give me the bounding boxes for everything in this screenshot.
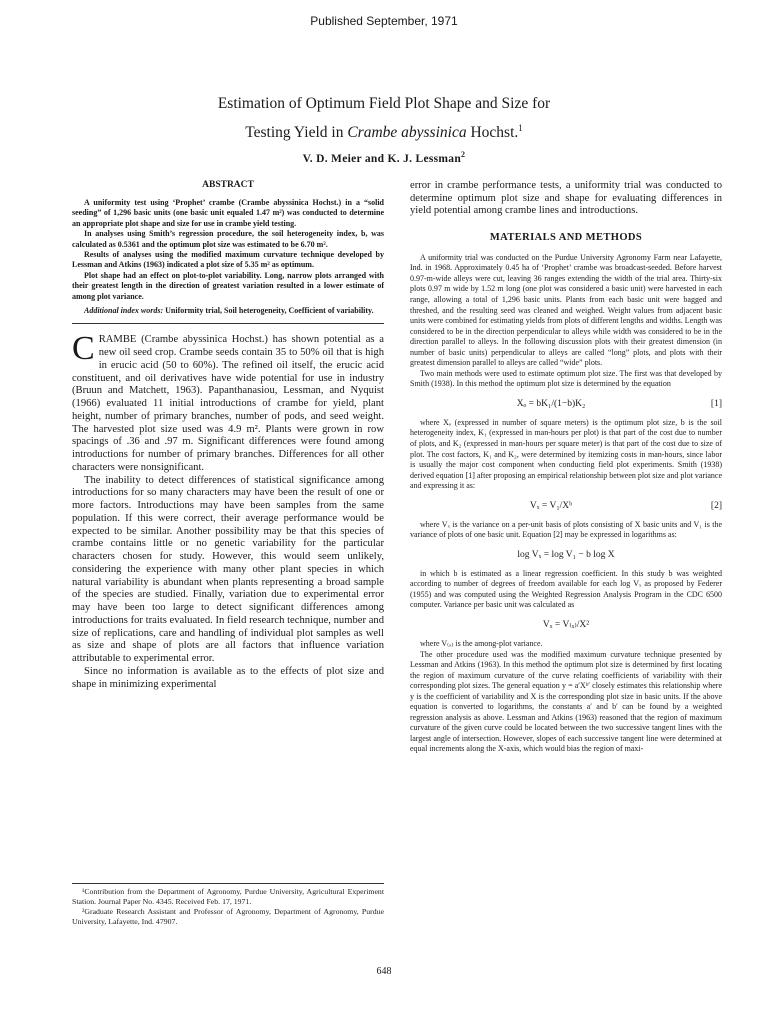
body-paragraph: A uniformity trial was conducted on the Purdue University Agronomy Farm near Lafayette, Ind. in 1968. Approximately 0.45 ha of ‘Prophet’ crambe was broadcast-seeded. Before harvest 0.97-m-wide alleys were cut, leaving 36 ranges extending the width of the trial area. Thirty-six plots 0.97 m wide by 1.52 m long (one plot was considered a basic unit) were harvested in each range, allowing a total of 1,296 basic units. Plants from each basic unit were bagged and threshed, and the resulting seed was cleaned and weighed. Weight values from adjacent basic units were combined for estimating yields from plots of different lengths and widths. Length was considered to be in the direction perpendicular to alleys while width was considered to be in the direction parallel to alleys. In the following discussion plots with their greatest dimension (in number of basic units) perpendicular to alleys are called “long” plots, and plots with their greatest dimension parallel to alleys are called “wide” plots. <box>410 252 722 368</box>
equation-number: [1] <box>710 398 722 409</box>
equation-expression: Xₒ = bK₁/(1−b)K₂ <box>516 398 586 409</box>
authors <box>100 150 668 165</box>
body-paragraph: Since no information is available as to the effects of plot size and shape in minimizing experimental <box>72 665 384 690</box>
introduction <box>72 330 384 691</box>
body-paragraph: where V₍ₓ₎ is the among-plot variance. <box>420 639 543 648</box>
index-words <box>72 306 384 316</box>
body-paragraph: where Xₒ (expressed in number of square meters) is the optimum plot size, b is the soil heterogeneity index, K₁ (expressed in man-hours per plot) is that part of the cost due to number of plots, and K₂ (expressed in man-hours per square meter) is that part of the cost due to size of plot. The cost factors, K₁ and K₂, were determined by itemizing costs in man-hours, since labor is usually the major cost component when conducting field plot experiments. Smith (1938) derived equation [1] after proposing an empirical relationship between plot size and plot variance and expressing it as: <box>410 417 722 491</box>
publication-date: Published September, 1971 <box>310 14 458 28</box>
article-title <box>100 92 668 145</box>
body-paragraph: The inability to detect differences of statistical significance among introductions for so many characters may have been the result of one or more factors. Introductions may have been samples from the same population. If this were correct, their average performance would be expected to be similar. Another possibility may be that this species of crambe contains little or no genetic variability for the particular characters chosen for study. However, this would seem unlikely, considering the experience with many other plant species in which natural variability is abundant when plants representing a broad sample of the species are studied. Finally, variation due to experimental error may have been too large to detect significant differences among introductions for traits evaluated. In field research technique, number and size of replications, care and handling of individual plot samples as well as size and shape of plots are all factors that influence variation attributable to experimental error. <box>72 474 384 665</box>
abstract-paragraph: Results of analyses using the modified maximum curvature technique developed by Lessman and Atkins (1963) indicated a plot size of 5.35 m² as optimum. <box>72 250 384 270</box>
author-names: V. D. Meier and K. J. Lessman <box>302 152 462 165</box>
footnote-1: ¹Contribution from the Department of Agronomy, Purdue University, Agricultural Experiment Station. Journal Paper No. 4345. Received Feb. 17, 1971. <box>72 887 384 906</box>
abstract-paragraph: In analyses using Smith’s regression procedure, the soil heterogeneity index, b, was calculated as 0.5361 and the optimum plot size was estimated to be 6.70 m². <box>72 229 384 249</box>
drop-cap: C <box>72 330 95 368</box>
index-words-label: Additional index words: <box>84 306 164 316</box>
body-paragraph <box>72 330 384 474</box>
abstract-paragraph: A uniformity test using ‘Prophet’ crambe (Crambe abyssinica Hochst.) in a “solid seeding” of 1,296 basic units (one basic unit equaled 1.47 m²) was conducted to determine an appropriate plot shape and size for use in crambe yield testing. <box>72 198 384 228</box>
body-paragraph: in which b is estimated as a linear regression coefficient. In this study b was weighted according to number of degrees of freedom available for each log Vₓ as proposed by Federer (1955) and was computed using the Weighted Regression Analysis Program in the CDC 6500 computer. Variance per basic unit was calculated as <box>410 568 722 610</box>
abstract-divider <box>72 323 384 324</box>
title-line-2-text: Testing Yield in <box>245 124 348 142</box>
equation-expression: Vₓ = V₍ₓ₎/X² <box>542 620 590 630</box>
left-column <box>72 180 384 691</box>
abstract-heading: ABSTRACT <box>202 180 254 190</box>
footnote-ref-2: 2 <box>461 150 466 159</box>
body-paragraph: error in crambe performance tests, a uniformity trial was conducted to determine optimum plot size and shape for evaluating differences in yield potential among crambe lines and introductions. <box>410 180 722 217</box>
footnote-2: ²Graduate Research Assistant and Professor of Agronomy, Department of Agronomy, Purdue University, Lafayette, Ind. 47907. <box>72 907 384 926</box>
page-number: 648 <box>376 966 392 977</box>
equation-4 <box>410 619 722 631</box>
equation-expression: Vₓ = V₁/Xᵇ <box>529 500 573 511</box>
title-line-2 <box>100 116 668 145</box>
title-line-1: Estimation of Optimum Field Plot Shape and Size for <box>217 95 551 112</box>
body-paragraph-text: RAMBE (Crambe abyssinica Hochst.) has shown potential as a new oil seed crop. Crambe seeds contain 35 to 50% oil that is high in erucic acid (50 to 60%). The refined oil itself, the erucic acid constituent, and oil derivatives have wide potential for use in industry (Bruun and Matchett, 1963). Papanthanasiou, Lessman, and Nyquist (1966) evaluated 11 initial introductions of crambe for yield, plant height, number of primary branches, number of pods, and seed weight. The harvested plot size used was 4.9 m². Plants were grown in row spacings of .36 and .97 m. Significant differences were found among introductions for number of primary branches. Differences for all other characters were nonsignificant. <box>72 334 384 473</box>
body-paragraph: The other procedure used was the modified maximum curvature technique presented by Lessman and Atkins (1963). In this method the optimum plot size is determined by first locating the region of maximum curvature of the curve relating coefficients of variability with their corresponding plot sizes. The general equation y = a′Xᵇ′ closely estimates this relationship where y is the coefficient of variability and X is the corresponding plot size in basic units. If the above equation is converted to logarithms, the constants a′ and b′ can be found by a weighted regression analysis as above. Lessman and Atkins (1963) reasoned that the region of maximum curvature of the given curve could be located between the two successive tangent lines with the largest angle of intersection. However, slopes of each successive tangent line were determined at equal increments along the X-axis, which would bias the region of maxi- <box>410 649 722 754</box>
abstract-paragraph: Plot shape had an effect on plot-to-plot variability. Long, narrow plots arranged with their greatest length in the direction of greatest variation resulted in a lower estimate of among plot variance. <box>72 270 384 301</box>
footnotes <box>72 883 384 927</box>
body-paragraph: Two main methods were used to estimate optimum plot size. The first was that developed by Smith (1938). In this method the optimum plot size is determined by the equation <box>410 368 722 389</box>
body-paragraph: where Vₓ is the variance on a per-unit basis of plots consisting of X basic units and V₁ is the variance of plots of one basic unit. Equation [2] may be expressed in logarithms as: <box>410 519 722 540</box>
materials-and-methods <box>410 253 722 755</box>
right-column <box>410 180 722 755</box>
equation-number: [2] <box>710 500 722 511</box>
introduction-continued <box>410 180 722 218</box>
equation-1 <box>410 398 722 410</box>
equation-3 <box>410 549 722 561</box>
footnote-ref-1: 1 <box>518 123 523 133</box>
section-heading: MATERIALS AND METHODS <box>489 231 643 243</box>
equation-expression: log Vₓ = log V₁ − b log X <box>517 549 615 560</box>
title-line-2-end: Hochst. <box>466 124 519 142</box>
equation-2 <box>410 500 722 512</box>
abstract <box>72 180 384 316</box>
index-words-text: Uniformity trial, Soil heterogeneity, Coefficient of variability. <box>163 306 374 316</box>
species-name: Crambe abyssinica <box>347 124 467 142</box>
